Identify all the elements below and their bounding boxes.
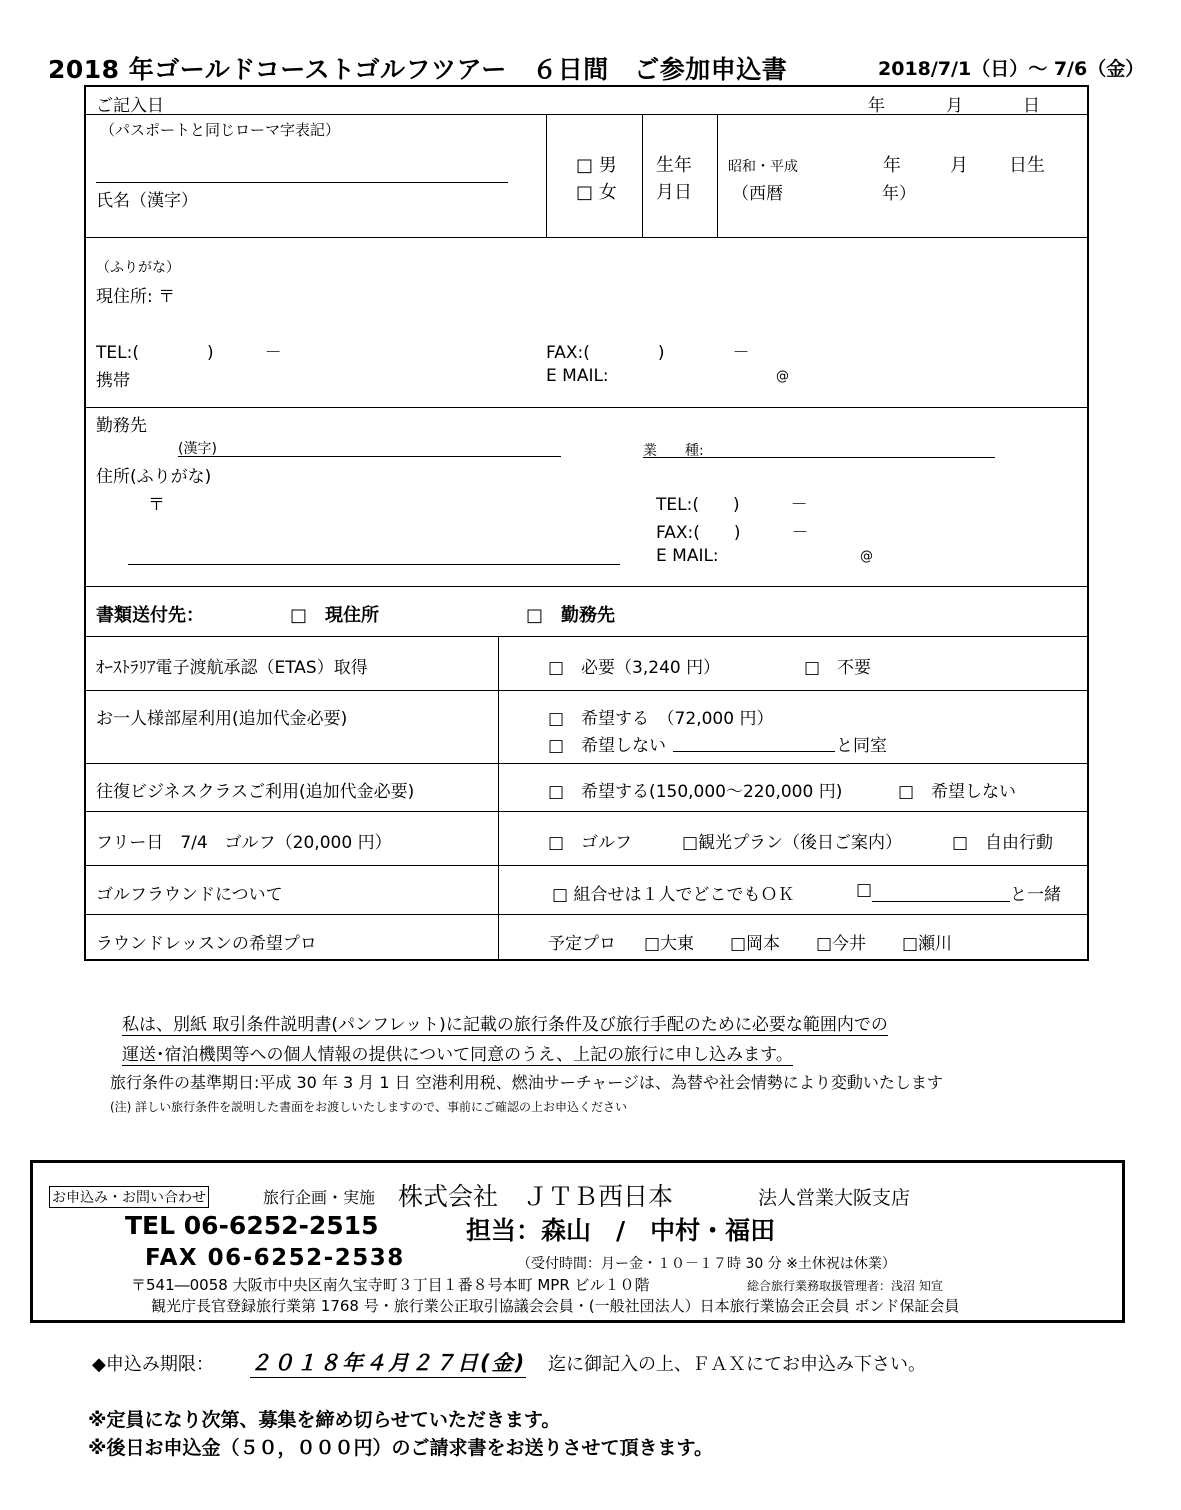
divider [546,114,547,237]
name-kanji-label: 氏名（漢字） [96,191,198,211]
etas-required-checkbox[interactable]: □ 必要（3,240 円） [548,658,721,678]
travel-conditions: 旅行条件の基準期日:平成 30 年 3 月 1 日 空港利用税、燃油サーチャージは、為替や社会情勢により変動いたします [110,1073,943,1092]
tel-number: TEL 06-6252-2515 [125,1211,379,1240]
work-address-field[interactable] [128,564,620,565]
single-room-yes-checkbox[interactable]: □ 希望する （72,000 円） [548,709,774,729]
divider [86,586,1087,587]
form-title: 2018 年ゴールドコーストゴルフツアー ６日間 ご参加申込書 [48,55,788,84]
work-postal-label: 〒 [148,495,165,515]
birth-label-1: 生年 [656,155,692,176]
birth-year-label: 年 [883,155,901,176]
divider [86,636,1087,637]
work-email-at: @ [860,549,873,564]
golf-round-anyone-checkbox[interactable]: □ 組合せは１人でどこでもＯＫ [552,885,795,905]
tel-label: TEL:( ) － [96,343,282,363]
deposit-note: ※後日お申込金（５０，０００円）のご請求書をお送りさせて頂きます。 [88,1437,713,1459]
capacity-note: ※定員になり次第、募集を締め切らせていただきます。 [88,1409,561,1431]
free-day-label: フリー日 7/4 ゴルフ（20,000 円） [96,833,392,853]
romaji-name-field[interactable] [96,182,508,183]
tour-dates: 2018/7/1（日）～ 7/6（金） [878,58,1145,80]
send-to-work-checkbox[interactable]: □ 勤務先 [526,605,616,626]
seireki-label: （西暦 [732,184,783,204]
divider [86,114,1087,115]
planning-label: 旅行企画・実施 [263,1188,376,1207]
gender-female-checkbox[interactable]: □ 女 [576,182,617,203]
entry-day-label: 日 [1023,96,1040,116]
deadline-date: ２０１８年４月２７日(金) [250,1347,526,1378]
divider [86,763,1087,764]
business-class-no-checkbox[interactable]: □ 希望しない [898,782,1017,802]
application-form [84,85,1089,961]
travel-manager: 総合旅行業務取扱管理者：浅沼 知宣 [747,1279,943,1293]
single-room-label: お一人様部屋利用(追加代金必要) [96,709,348,729]
registration-info: 観光庁長官登録旅行業第 1768 号・旅行業公正取引協議会会員・(一般社団法人）日本旅行業協会正会員 ボンド保証会員 [151,1297,960,1315]
contact-box [30,1160,1125,1323]
office-address: 〒541―0058 大阪市中央区南久宝寺町３丁目１番８号本町 MPR ビル１０階 [131,1276,650,1294]
golf-round-with-checkbox[interactable]: □ [856,880,873,900]
work-email-label: E MAIL: [656,546,719,566]
branch-name: 法人営業大阪支店 [758,1187,911,1209]
entry-month-label: 月 [946,96,963,116]
roommate-field[interactable] [673,751,835,752]
divider [498,636,499,961]
divider [86,407,1087,408]
etas-label: ｵｰｽﾄﾗﾘｱ電子渡航承認（ETAS）取得 [96,658,368,678]
mobile-label: 携帯 [96,371,130,391]
work-name-field[interactable] [178,456,561,457]
lesson-pro-prefix: 予定プロ [548,934,616,954]
send-to-home-checkbox[interactable]: □ 現住所 [290,605,380,626]
romaji-note: （パスポートと同じローマ字表記） [100,121,341,139]
free-day-golf-checkbox[interactable]: □ ゴルフ [548,833,633,853]
golf-partner-suffix: と一緒 [1010,885,1061,905]
business-class-yes-checkbox[interactable]: □ 希望する(150,000～220,000 円) [548,782,843,802]
email-label: E MAIL: [546,366,609,386]
pro-imai-checkbox[interactable]: □今井 [816,934,867,954]
gender-male-checkbox[interactable]: □ 男 [576,155,617,176]
inquiry-label: お申込み・お問い合わせ [49,1186,209,1208]
deadline-prefix: ◆申込み期限： [92,1354,214,1375]
work-kanji-label: (漢字) [178,441,217,457]
single-room-no-checkbox[interactable]: □ 希望しない [548,736,667,756]
address-label: 現住所: 〒 [96,287,176,307]
fax-number: FAX 06-6252-2538 [145,1245,405,1271]
send-to-label: 書類送付先： [96,605,204,626]
deadline-suffix: 迄に御記入の上、ＦＡＸにてお申込み下さい。 [548,1354,926,1375]
industry-field[interactable] [643,457,995,458]
seireki-year-label: 年） [882,184,916,204]
work-tel-label: TEL:( ) － [656,495,808,515]
staff-names: 担当：森山 / 中村・福田 [466,1216,776,1245]
free-day-free-checkbox[interactable]: □ 自由行動 [952,833,1054,853]
divider [86,865,1087,866]
furigana-label: （ふりがな） [96,260,180,276]
industry-label: 業 種: [643,443,704,459]
birth-month-label: 月 [950,155,968,176]
era-label: 昭和・平成 [728,159,798,175]
divider [86,914,1087,915]
etas-not-required-checkbox[interactable]: □ 不要 [804,658,872,678]
work-fax-label: FAX:( ) － [656,523,809,543]
birth-day-label: 日生 [1009,155,1045,176]
golf-partner-field[interactable] [872,901,1010,902]
entry-date-label: ご記入日 [96,96,164,116]
divider [642,114,643,237]
work-address-label: 住所(ふりがな) [96,467,212,487]
work-label: 勤務先 [96,416,147,436]
divider [86,237,1087,238]
lesson-pro-label: ラウンドレッスンの希望プロ [96,934,317,954]
golf-round-label: ゴルフラウンドについて [96,885,283,905]
consent-line-2: 運送･宿泊機関等への個人情報の提供について同意のうえ、上記の旅行に申し込みます。 [122,1040,793,1066]
consent-line-1: 私は、別紙 取引条件説明書(パンフレット)に記載の旅行条件及び旅行手配のために必要な範囲内での [122,1010,888,1036]
divider [86,690,1087,691]
birth-label-2: 月日 [656,182,692,203]
business-class-label: 往復ビジネスクラスご利用(追加代金必要) [96,782,415,802]
free-day-sightseeing-checkbox[interactable]: □観光プラン（後日ご案内） [682,833,903,853]
company-name: 株式会社 ＪＴＢ西日本 [398,1182,674,1211]
divider [717,114,718,237]
pro-daito-checkbox[interactable]: □大東 [644,934,695,954]
conditions-note: (注) 詳しい旅行条件を説明した書面をお渡しいたしますので、事前にご確認の上お申込ください [110,1100,627,1114]
divider [86,811,1087,812]
roommate-suffix: と同室 [836,736,887,756]
fax-label: FAX:( ) － [546,343,750,363]
business-hours: （受付時間：月ー金・１０－１７時 30 分 ※土休祝は休業） [517,1256,896,1272]
pro-okamoto-checkbox[interactable]: □岡本 [730,934,781,954]
pro-segawa-checkbox[interactable]: □瀬川 [902,934,953,954]
entry-year-label: 年 [868,96,885,116]
email-at: @ [776,369,789,384]
